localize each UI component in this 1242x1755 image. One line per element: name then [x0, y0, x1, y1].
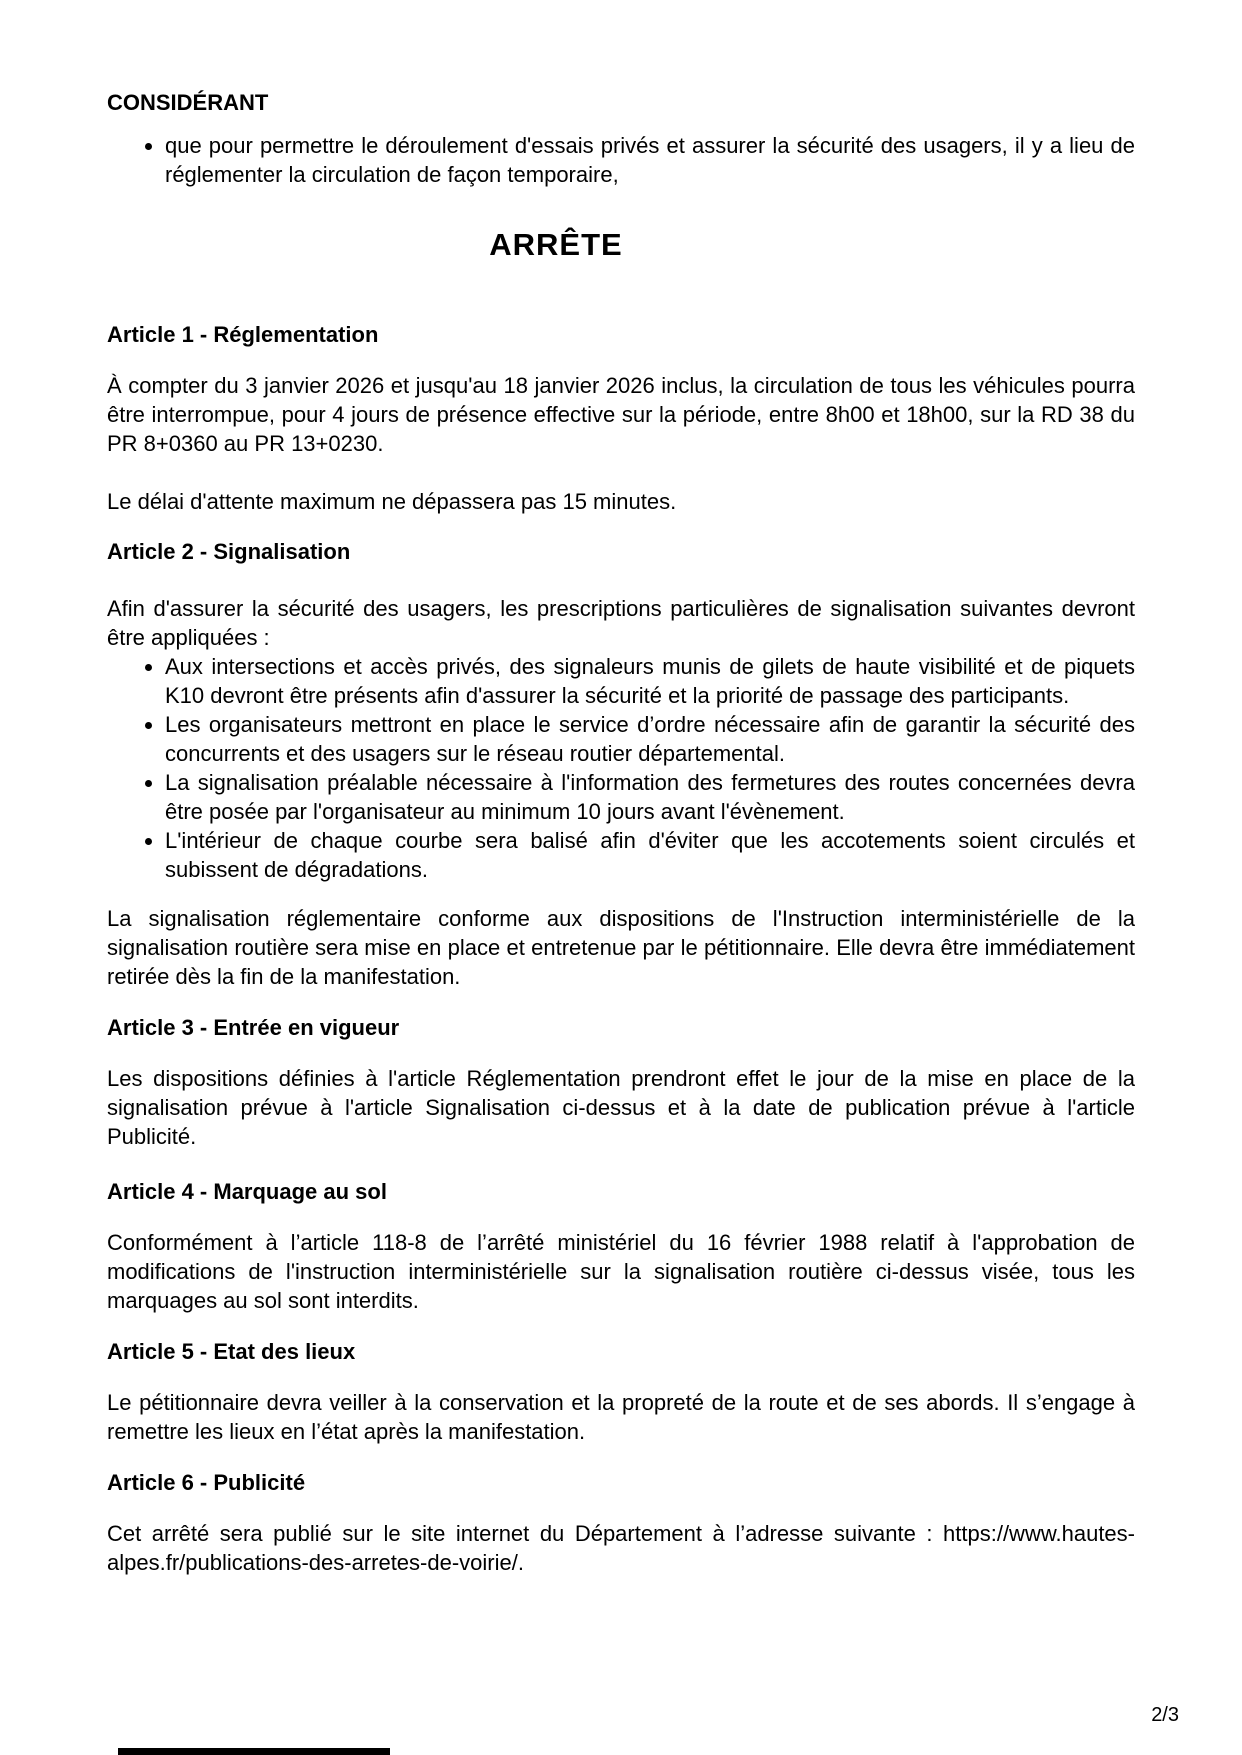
article-4-heading: Article 4 - Marquage au sol: [107, 1179, 387, 1204]
article-2-bullet: • La signalisation préalable nécessaire à l'information des fermetures des routes concernées devra être posée par l'organisateur au minimum 10 jours avant l'évènement.: [165, 768, 1135, 826]
considerant-list: [107, 131, 1135, 189]
article-2-heading: Article 2 - Signalisation: [107, 539, 351, 564]
arrete-title: ARRÊTE: [489, 227, 623, 262]
article-4-paragraph: Conformément à l’article 118-8 de l’arrêté ministériel du 16 février 1988 relatif à l'approbation de modifications de l'instruction interministérielle sur la signalisation routière ci-dessus visée, tous les marquages au sol sont interdits.: [107, 1230, 1135, 1313]
article-2-bullet: • Aux intersections et accès privés, des signaleurs munis de gilets de haute visibilité et de piquets K10 devront être présents afin d'assurer la sécurité et la priorité de passage des participants.: [165, 652, 1135, 710]
article-1-paragraph-2: Le délai d'attente maximum ne dépassera pas 15 minutes.: [107, 489, 677, 514]
scan-artifact-bar: [118, 1748, 390, 1755]
considerant-heading: CONSIDÉRANT: [107, 90, 269, 115]
article-2-bullet: • L'intérieur de chaque courbe sera balisé afin d'éviter que les accotements soient circulés et subissent de dégradations.: [165, 826, 1135, 884]
article-2-intro: Afin d'assurer la sécurité des usagers, les prescriptions particulières de signalisation suivantes devront être appliquées :: [107, 596, 1135, 650]
article-1-paragraph-1: À compter du 3 janvier 2026 et jusqu'au 18 janvier 2026 inclus, la circulation de tous les véhicules pourra être interrompue, pour 4 jours de présence effective sur la période, entre 8h00 et 18h00, sur la RD 38 du PR 8+0360 au PR 13+0230.: [107, 373, 1135, 456]
article-6-paragraph: Cet arrêté sera publié sur le site internet du Département à l’adresse suivante : https://www.hautes-alpes.fr/publications-des-arretes-de-voirie/.: [107, 1521, 1135, 1575]
article-3-paragraph: Les dispositions définies à l'article Réglementation prendront effet le jour de la mise en place de la signalisation prévue à l'article Signalisation ci-dessus et à la date de publication prévue à l'article Publicité.: [107, 1066, 1135, 1149]
considerant-item: • que pour permettre le déroulement d'essais privés et assurer la sécurité des usagers, il y a lieu de réglementer la circulation de façon temporaire,: [165, 131, 1135, 189]
article-3-heading: Article 3 - Entrée en vigueur: [107, 1015, 400, 1040]
article-2-bullet: • Les organisateurs mettront en place le service d’ordre nécessaire afin de garantir la sécurité des concurrents et des usagers sur le réseau routier départemental.: [165, 710, 1135, 768]
page-number: 2/3: [1151, 1704, 1179, 1726]
article-1-heading: Article 1 - Réglementation: [107, 322, 379, 347]
article-5-heading: Article 5 - Etat des lieux: [107, 1339, 356, 1364]
article-5-paragraph: Le pétitionnaire devra veiller à la conservation et la propreté de la route et de ses abords. Il s’engage à remettre les lieux en l’état après la manifestation.: [107, 1390, 1135, 1444]
article-2-closing-paragraph: La signalisation réglementaire conforme aux dispositions de l'Instruction interministérielle de la signalisation routière sera mise en place et entretenue par le pétitionnaire. Elle devra être immédiatement retirée dès la fin de la manifestation.: [107, 906, 1135, 989]
article-2-bullet-list: [107, 652, 1135, 884]
article-6-heading: Article 6 - Publicité: [107, 1470, 306, 1495]
document-content: [107, 88, 1135, 1577]
